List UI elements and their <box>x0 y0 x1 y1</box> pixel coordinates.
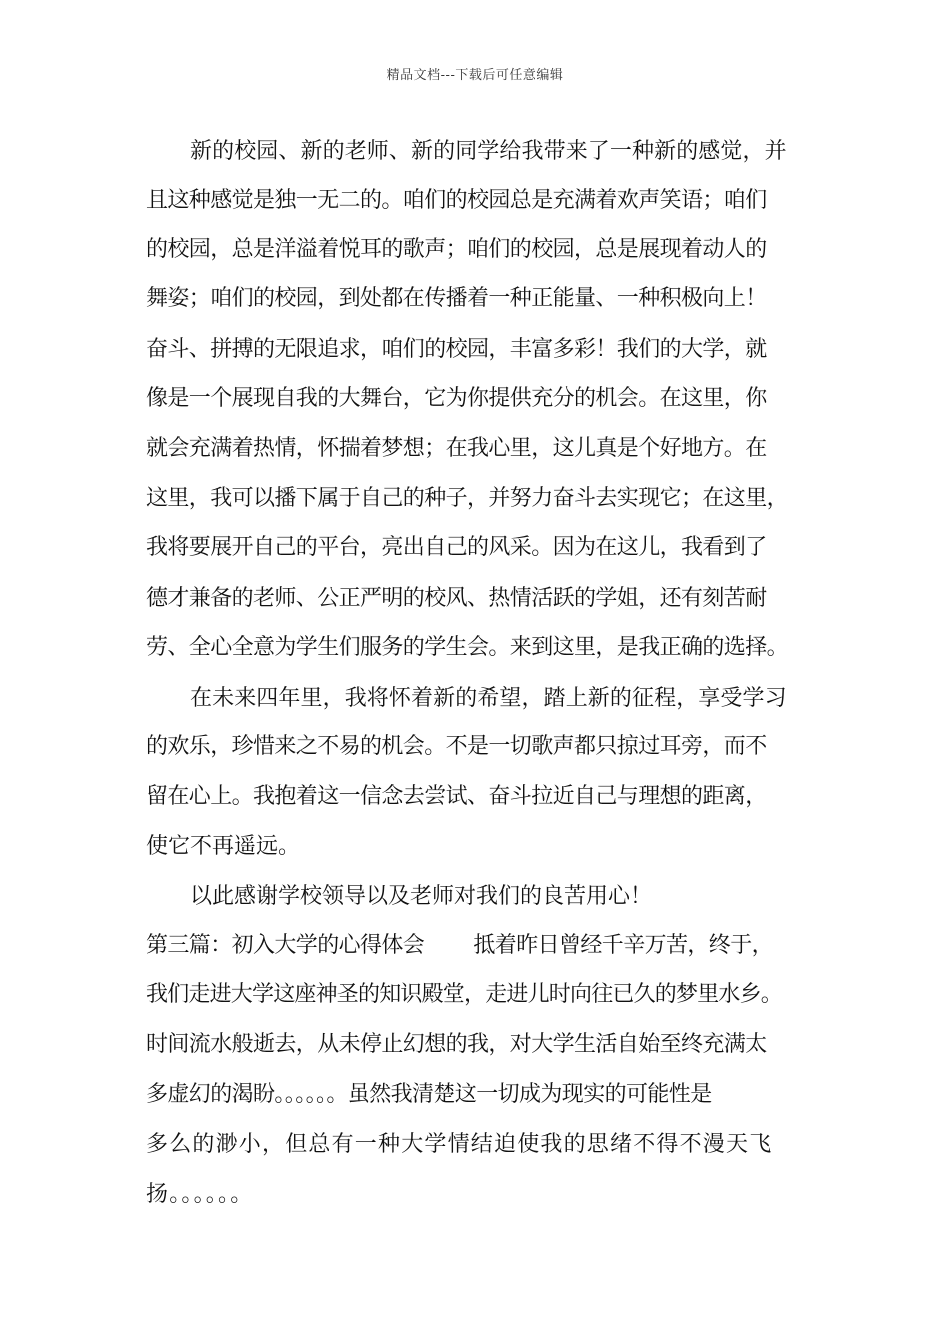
text-line: 我将要展开自己的平台，亮出自己的风采。因为在这儿，我看到了 <box>146 535 767 560</box>
text-line: 使它不再遥远。 <box>146 834 301 859</box>
text-line: 留在心上。我抱着这一信念去尝试、奋斗拉近自己与理想的距离， <box>146 784 767 809</box>
text-line: 的欢乐，珍惜来之不易的机会。不是一切歌声都只掠过耳旁，而不 <box>146 734 767 759</box>
text-line: 新的校园、新的老师、新的同学给我带来了一种新的感觉，并 <box>190 139 787 164</box>
text-line: 多虚幻的渴盼。。。。。。虽然我清楚这一切成为现实的可能性是 <box>146 1082 712 1107</box>
text-line: 扬。。。。。。 <box>146 1182 254 1207</box>
text-line: 像是一个展现自我的大舞台，它为你提供充分的机会。在这里，你 <box>146 386 767 411</box>
text-line: 奋斗、拼搏的无限追求，咱们的校园，丰富多彩！我们的大学，就 <box>146 337 767 362</box>
text-line: 劳、全心全意为学生们服务的学生会。来到这里，是我正确的选择。 <box>146 635 789 660</box>
text-line: 舞姿；咱们的校园，到处都在传播着一种正能量、一种积极向上！ <box>146 286 767 311</box>
text-line: 的校园，总是洋溢着悦耳的歌声；咱们的校园，总是展现着动人的 <box>146 237 767 262</box>
text-line: 时间流水般逝去，从未停止幻想的我，对大学生活自始至终充满太 <box>146 1032 767 1057</box>
text-line: 在未来四年里，我将怀着新的希望，踏上新的征程，享受学习 <box>190 686 787 711</box>
text-line: 第三篇：初入大学的心得体会 抵着昨日曾经千辛万苦，终于， <box>146 933 773 958</box>
text-line: 这里，我可以播下属于自己的种子，并努力奋斗去实现它；在这里， <box>146 486 789 511</box>
text-line: 德才兼备的老师、公正严明的校风、热情活跃的学姐，还有刻苦耐 <box>146 586 767 611</box>
text-line: 多么的渺小，但总有一种大学情结迫使我的思绪不得不漫天飞 <box>146 1132 773 1157</box>
text-line: 就会充满着热情，怀揣着梦想；在我心里，这儿真是个好地方。在 <box>146 436 767 461</box>
page-header: 精品文档---下载后可任意编辑 <box>386 68 564 83</box>
text-line: 且这种感觉是独一无二的。咱们的校园总是充满着欢声笑语；咱们 <box>146 188 767 213</box>
text-line: 以此感谢学校领导以及老师对我们的良苦用心！ <box>190 884 653 909</box>
text-line: 我们走进大学这座神圣的知识殿堂，走进儿时向往已久的梦里水乡。 <box>146 982 783 1007</box>
